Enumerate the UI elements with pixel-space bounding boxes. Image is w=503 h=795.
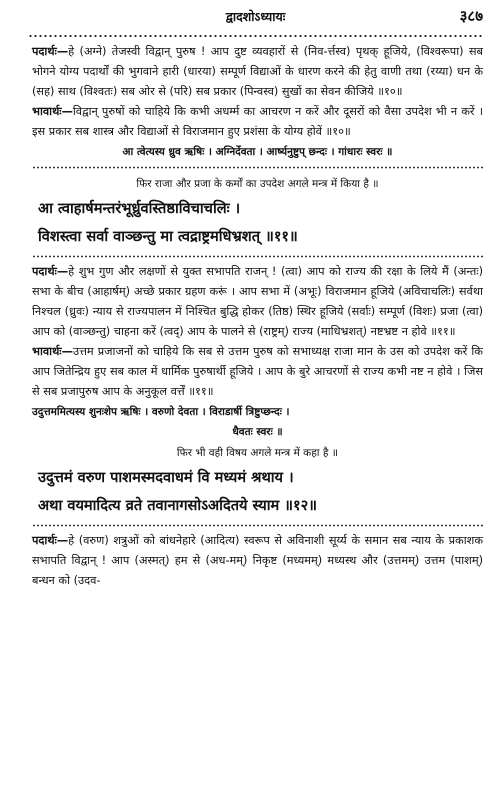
page-number: ३८७ bbox=[459, 7, 483, 25]
padartha-paragraph bbox=[32, 42, 483, 102]
bhavartha-paragraph bbox=[32, 342, 483, 402]
bhavartha-label: भावार्थः— bbox=[32, 345, 73, 358]
padartha-paragraph bbox=[32, 531, 483, 591]
dotted-separator bbox=[32, 524, 483, 527]
bhavartha-text: उत्तम प्रजाजनों को चाहिये कि सब से उत्तम पुरुष को सभाध्यक्ष राजा मान के उस को उपदेश करें कि आप जितेन्द्रिय हुए सब काल में धार्मिक पुरुषार्थी हूजिये । आप के बुरे आचरणों से राज्य कभी नष्ट न होवे । जिस से सब प्रजापुरुष आप के अनुकूल वर्त्तें ॥११॥ bbox=[32, 345, 483, 398]
mantra-metadata: आ त्वेत्यस्य ध्रुव ऋषिः । अग्निर्देवता । आर्ष्यनुष्टुप् छन्दः । गांधारः स्वरः ॥ bbox=[122, 146, 393, 158]
padartha-label: पदार्थः— bbox=[32, 45, 69, 58]
padartha-paragraph bbox=[32, 262, 483, 342]
padartha-text: हे (अग्ने) तेजस्वी विद्वान् पुरुष ! आप दुष्ट व्यवहारों से (निव-र्त्तस्व) पृथक् हूजिये, (विश्वरूपा) सब भोगने योग्य पदार्थों की भुगवाने हारी (धारया) सम्पूर्ण विद्याओं के धारण करने की हेतु वाणी तथा (रय्या) धन के (सह) साथ (विश्वतः) सब ओर से (परि) सब प्रकार (पिन्वस्व) सुखों का सेवन कीजिये ॥१०॥ bbox=[32, 45, 483, 98]
page-header bbox=[28, 6, 483, 28]
dotted-separator bbox=[32, 255, 483, 258]
chapter-title: द्वादशोऽध्यायः bbox=[225, 9, 286, 24]
padartha-label: पदार्थः— bbox=[32, 534, 69, 547]
bhavartha-label: भावार्थः— bbox=[32, 105, 73, 118]
padartha-label: पदार्थः— bbox=[32, 265, 69, 278]
page-content bbox=[32, 42, 483, 591]
padartha-text: हे शुभ गुण और लक्षणों से युक्त सभापति राजन् ! (त्वा) आप को राज्य की रक्षा के लिये मैं (अन्तः) सभा के बीच (आहार्षम्) अच्छे प्रकार ग्रहण करूं । आप सभा में (अभूः) विराजमान हूजिये (अविचाचलिः) सर्वथा निश्चल (ध्रुवः) न्याय से राज्यपालन में निश्चित बुद्धि होकर (तिष्ठ) स्थिर हूजिये (सर्वाः) सम्पूर्ण (विशः) प्रजा (त्वा) आप को (वाञ्छन्तु) चाहना करें (त्वद्) आप के पालने से (राष्ट्रम्) राज्य (माधिभ्रशत्) नष्टभ्रष्ट न होवे ॥११॥ bbox=[32, 265, 483, 338]
verse-line: आ त्वाहार्षमन्तरंभूर्ध्रुवस्तिष्ठाविचाचलिः । bbox=[38, 200, 241, 217]
header-dotted-rule bbox=[28, 34, 483, 38]
bhavartha-paragraph bbox=[32, 102, 483, 142]
mantra-intro: फिर राजा और प्रजा के कर्मों का उपदेश अगले मन्त्र में किया है ॥ bbox=[136, 178, 379, 190]
padartha-text: हे (वरुण) शत्रुओं को बांधनेहारे (आदित्य) स्वरूप से अविनाशी सूर्य्य के समान सब न्याय के प्रकाशक सभापति विद्वान् ! आप (अस्मत्) हम से (अध-मम्) निकृष्ट (मध्यमम्) मध्यस्थ और (उत्तमम्) उत्तम (पाशम्) बन्धन को (उदव- bbox=[32, 534, 483, 587]
dotted-separator bbox=[32, 166, 483, 169]
verse-line: अथा वयमादित्य व्रते तवानागसोऽअदितये स्याम ॥१२॥ bbox=[38, 497, 317, 514]
mantra-intro: फिर भी वही विषय अगले मन्त्र में कहा है ॥ bbox=[176, 447, 339, 459]
verse-line: विशस्त्वा सर्वा वाञ्छन्तु मा त्वद्राष्ट्रमधिभ्रशत् ॥११॥ bbox=[38, 228, 298, 245]
mantra-metadata: धैवतः स्वरः ॥ bbox=[232, 426, 283, 438]
mantra-metadata: उदुत्तममित्यस्य शुनःशेप ऋषिः । वरुणो देवता । विराडार्षी त्रिष्टुप्छन्दः । bbox=[32, 406, 290, 418]
bhavartha-text: विद्वान् पुरुषों को चाहिये कि कभी अधर्म्म का आचरण न करें और दूसरों को वैसा उपदेश भी न करें । इस प्रकार सब शास्त्र और विद्याओं से विराजमान हुए प्रशंसा के योग्य होवें ॥१०॥ bbox=[32, 105, 483, 138]
verse-line: उदुत्तमं वरुण पाशमस्मदवाधमं वि मध्यमं श्रथाय । bbox=[38, 469, 294, 486]
